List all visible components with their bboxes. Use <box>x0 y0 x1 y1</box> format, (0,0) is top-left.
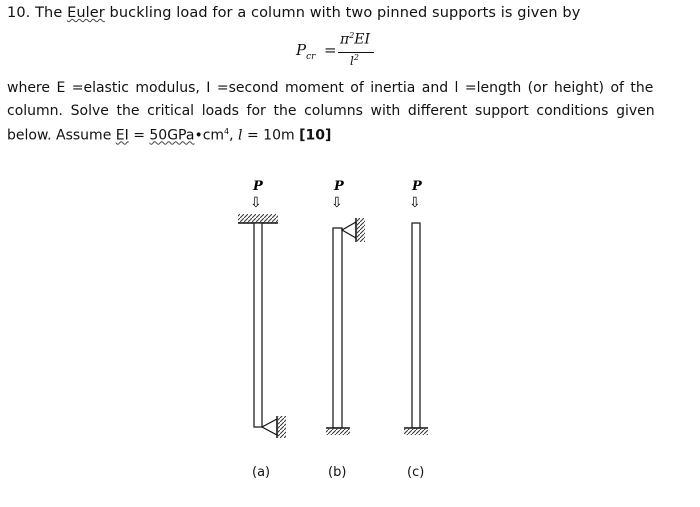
fixed-support-a-top <box>238 214 278 223</box>
problem-text-start: The <box>35 5 68 21</box>
problem-number: 10. <box>7 5 31 21</box>
formula-lhs: $P_{cr}$ <box>296 41 316 62</box>
formula-equals: = <box>324 41 337 59</box>
columns-diagram <box>0 170 700 503</box>
paragraph-line-3: below. Assume EI = $50GPa•cm^4$, l = 10m [10] <box>7 127 332 144</box>
fixed-support-b-bottom <box>326 429 350 435</box>
caption-b: (b) <box>328 465 347 480</box>
caption-a: (a) <box>252 465 271 480</box>
column-a-body <box>254 223 262 427</box>
column-b-body <box>333 228 342 428</box>
load-label-a: P <box>253 179 263 194</box>
column-c-body <box>412 223 420 428</box>
load-arrow-b-icon: ⇩ <box>331 195 343 211</box>
pin-support-b-top <box>342 222 356 238</box>
column-b <box>326 179 365 435</box>
formula-numerator: $\pi^2EI$ <box>340 31 371 48</box>
problem-text-end: buckling load for a column with two pinned supports is given by <box>104 5 581 21</box>
column-a <box>238 179 286 438</box>
load-label-c: P <box>412 179 422 194</box>
load-label-b: P <box>334 179 344 194</box>
fixed-support-c-bottom <box>404 429 428 435</box>
formula-denominator: $l^2$ <box>350 53 359 68</box>
ei-symbol: EI <box>115 127 129 144</box>
column-c <box>404 179 428 435</box>
paragraph-line-1: where E =elastic modulus, I =second moment of inertia and l =length (or height) of the <box>7 80 654 96</box>
problem-underlined-word: Euler <box>67 5 105 21</box>
load-arrow-a-icon: ⇩ <box>250 195 262 211</box>
euler-formula <box>296 33 396 71</box>
paragraph-line-2: column. Solve the critical loads for the columns with different support conditions given <box>7 103 655 119</box>
ei-value: 50GPa <box>149 127 195 144</box>
length-symbol: l <box>238 127 243 144</box>
caption-c: (c) <box>407 465 425 480</box>
problem-statement <box>7 5 580 21</box>
columns-figure <box>0 170 700 503</box>
load-arrow-c-icon: ⇩ <box>409 195 421 211</box>
points-label: [10] <box>299 127 332 144</box>
pin-support-a-bottom <box>262 419 277 435</box>
